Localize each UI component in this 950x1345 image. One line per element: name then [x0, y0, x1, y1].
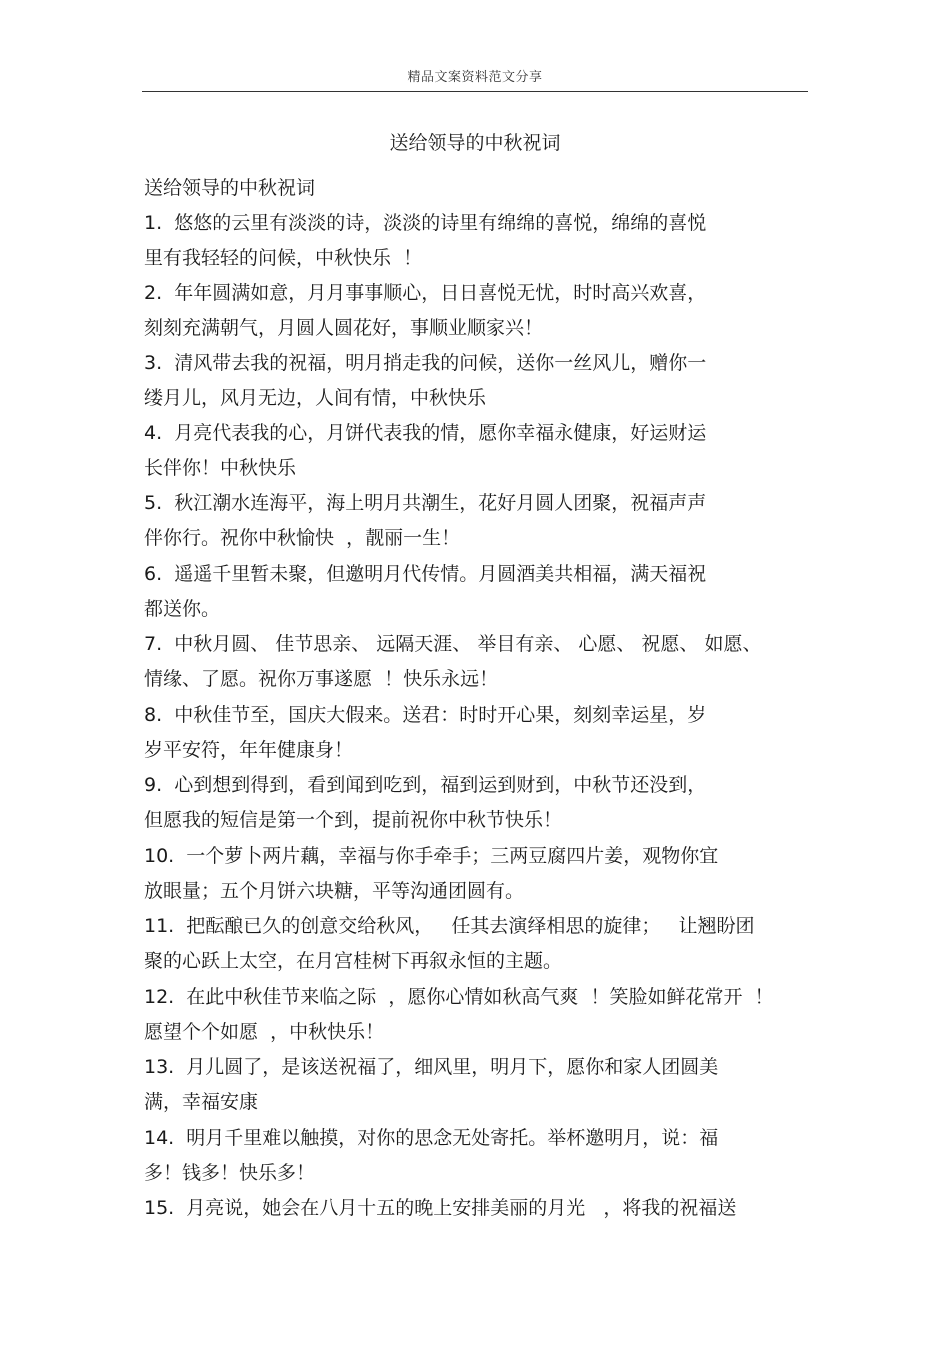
body-line: 岁平安符，年年健康身！ [144, 739, 354, 761]
body-line: 2. 年年圆满如意，月月事事顺心，日日喜悦无忧，时时高兴欢喜， [144, 282, 707, 304]
body-line: 1. 悠悠的云里有淡淡的诗，淡淡的诗里有绵绵的喜悦，绵绵的喜悦 [144, 212, 707, 234]
body-line: 送给领导的中秋祝词 [144, 177, 316, 199]
body-line: 9. 心到想到得到，看到闻到吃到，福到运到财到，中秋节还没到， [144, 774, 707, 796]
body-line: 5. 秋江潮水连海平，海上明月共潮生，花好月圆人团聚，祝福声声 [144, 492, 707, 514]
body-line: 聚的心跃上太空，在月宫桂树下再叙永恒的主题。 [144, 950, 563, 972]
document-title: 送给领导的中秋祝词 [389, 132, 561, 154]
body-line: 15. 月亮说，她会在八月十五的晚上安排美丽的月光 ，将我的祝福送 [144, 1197, 737, 1219]
body-line: 多！钱多！快乐多！ [144, 1162, 316, 1184]
body-line: 缕月儿，风月无边，人间有情，中秋快乐 [144, 387, 487, 409]
body-line: 满，幸福安康 [144, 1091, 259, 1113]
body-line: 10. 一个萝卜两片藕，幸福与你手牵手；三两豆腐四片姜，观物你宜 [144, 845, 719, 867]
body-line: 14. 明月千里难以触摸，对你的思念无处寄托。举杯邀明月，说：福 [144, 1127, 719, 1149]
body-line: 8. 中秋佳节至，国庆大假来。送君：时时开心果，刻刻幸运星，岁 [144, 704, 707, 726]
body-line: 伴你行。祝你中秋愉快 ，靓丽一生！ [144, 527, 461, 549]
body-line: 都送你。 [144, 598, 221, 620]
page-header-text: 精品文案资料范文分享 [407, 70, 543, 85]
body-line: 12. 在此中秋佳节来临之际 ，愿你心情如秋高气爽 ！笑脸如鲜花常开 ！ [144, 986, 774, 1008]
body-line: 但愿我的短信是第一个到，提前祝你中秋节快乐！ [144, 809, 563, 831]
body-line: 4. 月亮代表我的心，月饼代表我的情，愿你幸福永健康，好运财运 [144, 422, 707, 444]
body-line: 7. 中秋月圆、 佳节思亲、 远隔天涯、 举目有亲、 心愿、 祝愿、 如愿、 [144, 633, 762, 655]
body-line: 长伴你！中秋快乐 [144, 457, 297, 479]
body-line: 11. 把酝酿已久的创意交给秋风， 任其去演绎相思的旋律； 让翘盼团 [144, 915, 755, 937]
body-line: 情缘、了愿。祝你万事遂愿 ！快乐永远！ [144, 668, 499, 690]
header-divider [142, 91, 808, 92]
body-line: 13. 月儿圆了，是该送祝福了，细风里，明月下，愿你和家人团圆美 [144, 1056, 719, 1078]
body-line: 里有我轻轻的问候，中秋快乐 ！ [144, 247, 423, 269]
body-line: 放眼量；五个月饼六块糖，平等沟通团圆有。 [144, 880, 525, 902]
body-line: 刻刻充满朝气，月圆人圆花好，事顺业顺家兴！ [144, 317, 544, 339]
body-line: 3. 清风带去我的祝福，明月捎走我的问候，送你一丝风儿，赠你一 [144, 352, 707, 374]
body-line: 6. 遥遥千里暂未聚，但邀明月代传情。月圆酒美共相福，满天福祝 [144, 563, 707, 585]
body-line: 愿望个个如愿 ，中秋快乐！ [144, 1021, 385, 1043]
